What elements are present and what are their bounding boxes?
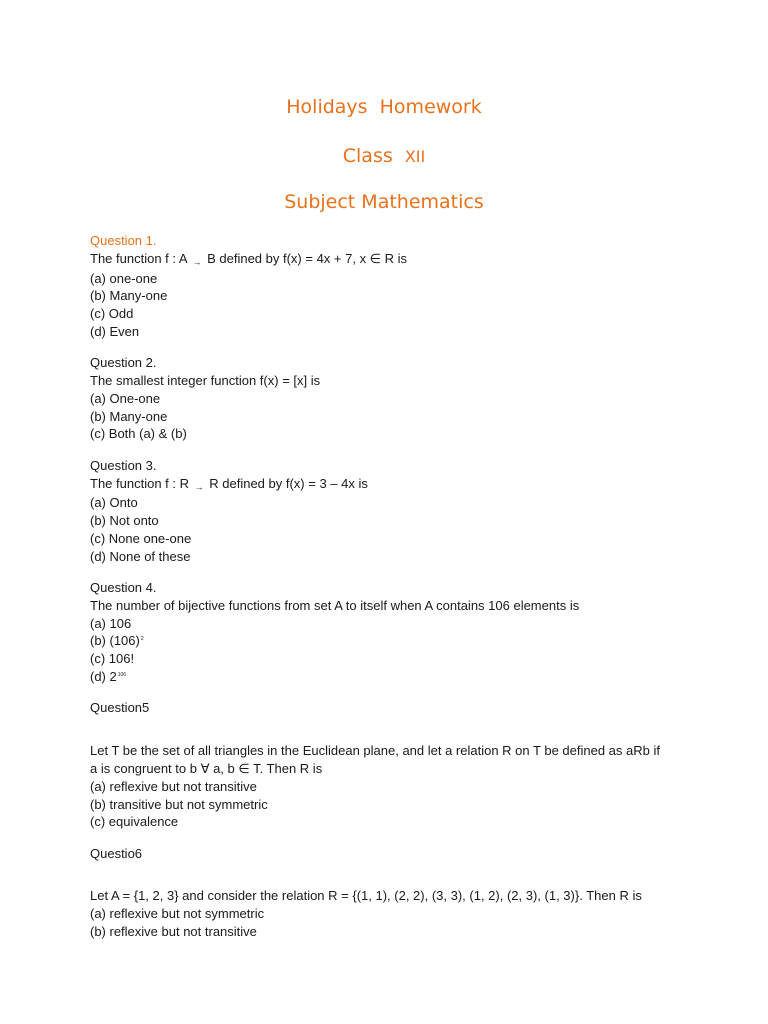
option-text: (b) (106) [90,633,140,649]
option: (c) Both (a) & (b) [90,426,187,442]
option [90,668,690,686]
option: (d) None of these [90,548,191,564]
option: (a) 106 [90,615,132,631]
option [90,632,690,650]
class-heading [0,144,768,169]
question-title: Question5 [90,700,150,716]
option: (a) One-one [90,390,161,406]
question-title: Question 2. [90,355,157,371]
option: (a) Onto [90,495,138,511]
question-stem: a is congruent to b ∀ a, b ∈ T. Then R is [90,760,323,776]
option: (c) Odd [90,306,134,322]
question-stem [90,250,690,270]
option: (a) reflexive but not symmetric [90,906,265,922]
questions-list [90,232,690,954]
question-stem: The number of bijective functions from set A to itself when A contains 106 elements is [90,597,580,613]
question-6 [90,845,690,941]
stem-part: The function f : A [90,250,187,266]
question-title: Question 3. [90,457,157,473]
option: (a) reflexive but not transitive [90,778,257,794]
class-label: Class [342,145,405,167]
option: (c) 106! [90,651,135,667]
option: (c) None one-one [90,530,192,546]
arrow-symbol: → [194,481,204,492]
question-title: Question 1. [90,233,157,248]
superscript: 2 [140,636,144,643]
option: (b) Not onto [90,513,159,529]
page-title: Holidays Homework [286,96,482,118]
subject-heading: Subject Mathematics [284,191,484,213]
question-stem: Let A = {1, 2, 3} and consider the relation R = {(1, 1), (2, 2), (3, 3), (1, 2), (2, 3), (1, 3)}. Then R is [90,888,642,904]
stem-part: The function f : R [90,475,189,491]
stem-part: B defined by f(x) = 4x + 7, x ∈ R is [207,250,408,266]
option: (b) Many-one [90,408,168,424]
question-stem: The smallest integer function f(x) = [x] is [90,373,321,389]
superscript: 106 [117,671,127,678]
spacer [90,862,690,887]
arrow-symbol: → [192,256,202,267]
question-stem [90,475,690,495]
option: (b) reflexive but not transitive [90,924,257,939]
spacer [90,717,690,742]
question-title: Questio6 [90,845,143,861]
option-text: (d) 2 [90,669,117,685]
question-5 [90,699,690,831]
option: (b) transitive but not symmetric [90,796,268,812]
option: (d) Even [90,323,140,339]
question-4 [90,579,690,686]
question-title: Question 4. [90,580,157,596]
question-2 [90,354,690,443]
question-3 [90,457,690,566]
question-1 [90,232,690,341]
class-value: XII [404,147,426,166]
option: (a) one-one [90,270,158,286]
option: (b) Many-one [90,288,168,304]
option: (c) equivalence [90,814,179,830]
stem-part: R defined by f(x) = 3 – 4x is [209,475,368,491]
question-stem: Let T be the set of all triangles in the Euclidean plane, and let a relation R on T be defined as aRb if [90,743,660,759]
